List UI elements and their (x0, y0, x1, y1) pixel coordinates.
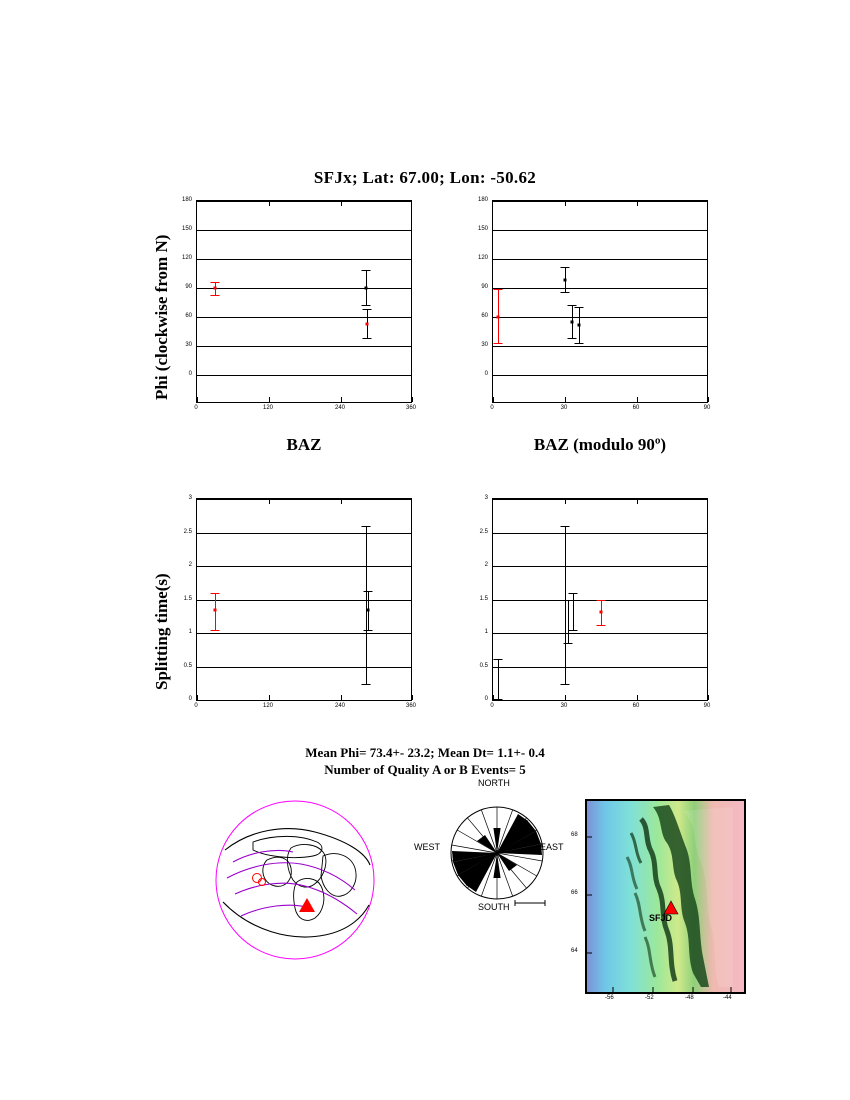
rose-label-east: EAST (540, 842, 564, 852)
ytick-dt1-0p5: 0.5 (183, 663, 192, 669)
xtick-phi2-60: 60 (632, 405, 640, 411)
map-lon-tick-44: -44 (723, 995, 732, 1001)
xtick-dt2-0: 0 (490, 703, 494, 709)
ytick-phi2-180: 180 (477, 197, 488, 203)
ytick-dt2-3: 3 (484, 495, 488, 501)
xtick-dt1-240: 240 (334, 703, 346, 709)
event-count-line: Number of Quality A or B Events= 5 (324, 762, 526, 777)
xtick-dt1-120: 120 (262, 703, 274, 709)
ytick-phi1-150: 150 (181, 226, 192, 232)
ytick-dt2-2: 2 (484, 562, 488, 568)
ytick-dt1-2p5: 2.5 (183, 529, 192, 535)
page-title: SFJx; Lat: 67.00; Lon: -50.62 (313, 168, 537, 187)
ytick-phi1-120: 120 (181, 255, 192, 261)
chart-dt-vs-baz-mod90[interactable] (492, 498, 708, 701)
xtick-phi2-30: 30 (560, 405, 568, 411)
ytick-phi1-30: 30 (185, 342, 192, 348)
baz-caption: BAZ (286, 435, 322, 454)
ytick-dt2-0p5: 0.5 (479, 663, 488, 669)
ytick-dt2-1: 1 (484, 629, 488, 635)
ytick-dt1-0: 0 (188, 696, 192, 702)
xtick-dt1-360: 360 (405, 703, 417, 709)
ytick-dt1-3: 3 (188, 495, 192, 501)
map-lon-tick-52: -52 (645, 995, 654, 1001)
xtick-dt2-30: 30 (560, 703, 568, 709)
globe-map[interactable] (205, 790, 385, 970)
phi-axis-label: Phi (clockwise from N) (152, 234, 171, 400)
map-lon-tick-48: -48 (685, 995, 694, 1001)
ytick-phi1-180: 180 (181, 197, 192, 203)
chart-phi-vs-baz-mod90[interactable] (492, 200, 708, 403)
ytick-dt2-2p5: 2.5 (479, 529, 488, 535)
ytick-dt2-1p5: 1.5 (479, 596, 488, 602)
ytick-phi1-0: 0 (188, 371, 192, 377)
ytick-phi1-60: 60 (185, 313, 192, 319)
dt-axis-label: Splitting time(s) (152, 573, 171, 690)
xtick-dt2-90: 90 (703, 703, 711, 709)
ytick-dt2-0: 0 (484, 696, 488, 702)
xtick-dt1-0: 0 (194, 703, 198, 709)
ytick-phi2-60: 60 (481, 313, 488, 319)
map-lon-tick-56: -56 (605, 995, 614, 1001)
xtick-phi2-0: 0 (490, 405, 494, 411)
mean-stats-line: Mean Phi= 73.4+- 23.2; Mean Dt= 1.1+- 0.4 (305, 745, 545, 760)
map-lat-tick-66: 66 (571, 890, 578, 896)
ytick-phi2-30: 30 (481, 342, 488, 348)
ytick-dt1-1: 1 (188, 629, 192, 635)
baz-mod90-caption: BAZ (modulo 90º) (533, 435, 667, 454)
xtick-phi1-360: 360 (405, 405, 417, 411)
station-location-map[interactable] (571, 797, 748, 1004)
ytick-phi2-0: 0 (484, 371, 488, 377)
ytick-phi2-90: 90 (481, 284, 488, 290)
xtick-phi1-240: 240 (334, 405, 346, 411)
map-lat-tick-64: 64 (571, 948, 578, 954)
rose-diagram[interactable] (414, 778, 564, 918)
xtick-phi1-0: 0 (194, 405, 198, 411)
chart-phi-vs-baz[interactable] (196, 200, 412, 403)
xtick-dt2-60: 60 (632, 703, 640, 709)
chart-dt-vs-baz[interactable] (196, 498, 412, 701)
ytick-dt1-2: 2 (188, 562, 192, 568)
rose-label-west: WEST (414, 842, 440, 852)
xtick-phi1-120: 120 (262, 405, 274, 411)
map-lat-tick-68: 68 (571, 832, 578, 838)
rose-label-south: SOUTH (478, 902, 510, 912)
station-label: SFJD (649, 913, 673, 923)
rose-label-north: NORTH (478, 778, 510, 788)
xtick-phi2-90: 90 (703, 405, 711, 411)
ytick-phi2-150: 150 (477, 226, 488, 232)
ytick-dt1-1p5: 1.5 (183, 596, 192, 602)
ytick-phi1-90: 90 (185, 284, 192, 290)
ytick-phi2-120: 120 (477, 255, 488, 261)
